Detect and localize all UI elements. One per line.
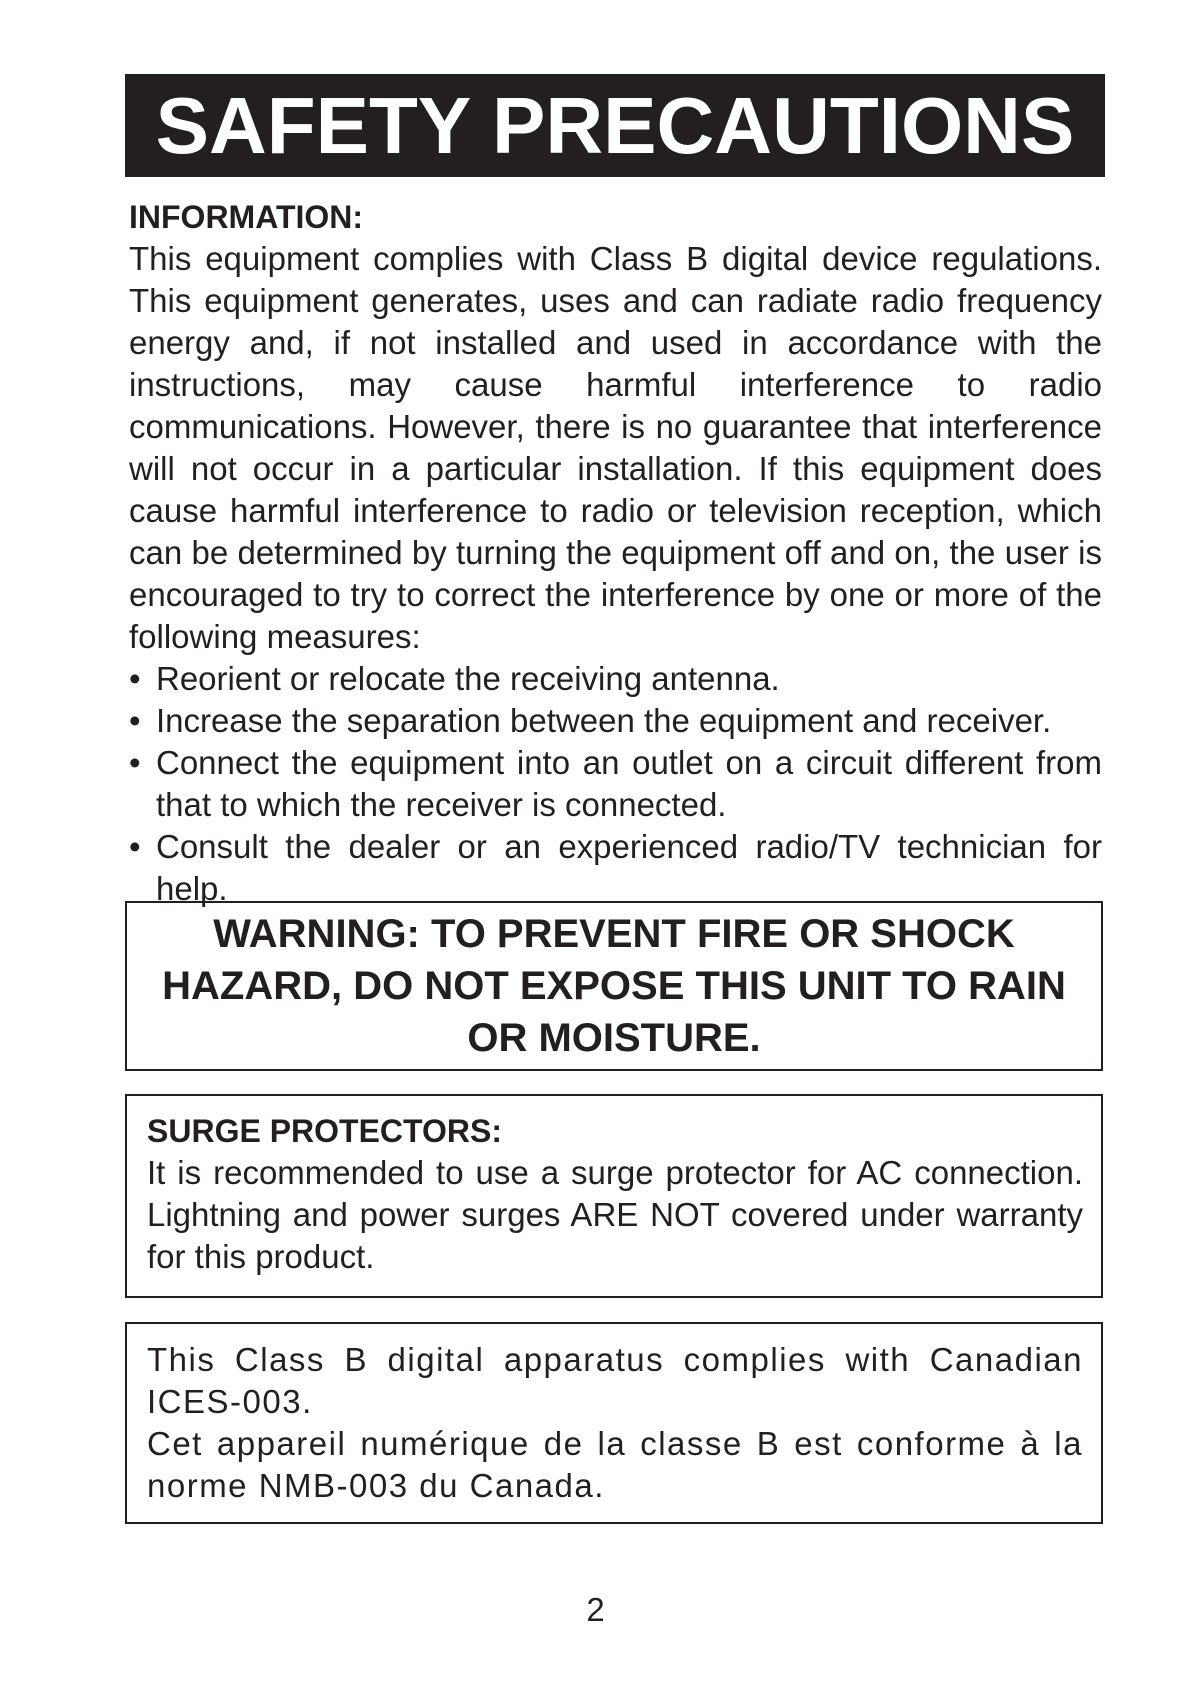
canada-french-statement: Cet appareil numérique de la classe B est conforme à la norme NMB-003 du Canada.	[147, 1425, 1083, 1504]
surge-heading: SURGE PROTECTORS:	[147, 1113, 502, 1149]
page-title: SAFETY PRECAUTIONS	[125, 74, 1105, 177]
information-section	[129, 196, 1102, 910]
bullet-icon: •	[129, 828, 141, 865]
page-number: 2	[586, 1591, 605, 1628]
surge-protectors-box	[125, 1094, 1103, 1298]
bullet-icon: •	[129, 744, 141, 781]
surge-text: It is recommended to use a surge protector for AC connection. Lightning and power surges ARE NOT covered under warranty for this product.	[147, 1154, 1083, 1275]
warning-text: WARNING: TO PREVENT FIRE OR SHOCK HAZARD, DO NOT EXPOSE THIS UNIT TO RAIN OR MOISTURE.	[162, 912, 1066, 1060]
list-item	[129, 742, 1102, 826]
information-paragraph: This equipment complies with Class B digital device regulations. This equipment generates, uses and can radiate radio frequency energy and, if not installed and used in accordance with the instructions, may cause harmful interference to radio communications. However, there is no guarantee that interference will not occur in a particular installation. If this equipment does cause harmful interference to radio or television reception, which can be determined by turning the equipment off and on, the user is encouraged to try to correct the interference by one or more of the following measures:	[129, 240, 1102, 655]
list-item	[129, 658, 1102, 700]
measure-text: Connect the equipment into an outlet on a circuit different from that to which the receiver is connected.	[156, 744, 1102, 823]
measure-text: Increase the separation between the equipment and receiver.	[156, 702, 1052, 739]
measures-list	[129, 658, 1102, 910]
measure-text: Consult the dealer or an experienced radio/TV technician for help.	[156, 828, 1102, 907]
measure-text: Reorient or relocate the receiving antenna.	[156, 660, 780, 697]
list-item	[129, 700, 1102, 742]
list-item	[129, 826, 1102, 910]
information-heading: INFORMATION:	[129, 199, 364, 235]
canada-compliance-box	[125, 1322, 1103, 1524]
bullet-icon: •	[129, 702, 141, 739]
warning-box	[125, 901, 1103, 1071]
bullet-icon: •	[129, 660, 141, 697]
canada-english-statement: This Class B digital apparatus complies with Canadian ICES-003.	[147, 1341, 1083, 1420]
